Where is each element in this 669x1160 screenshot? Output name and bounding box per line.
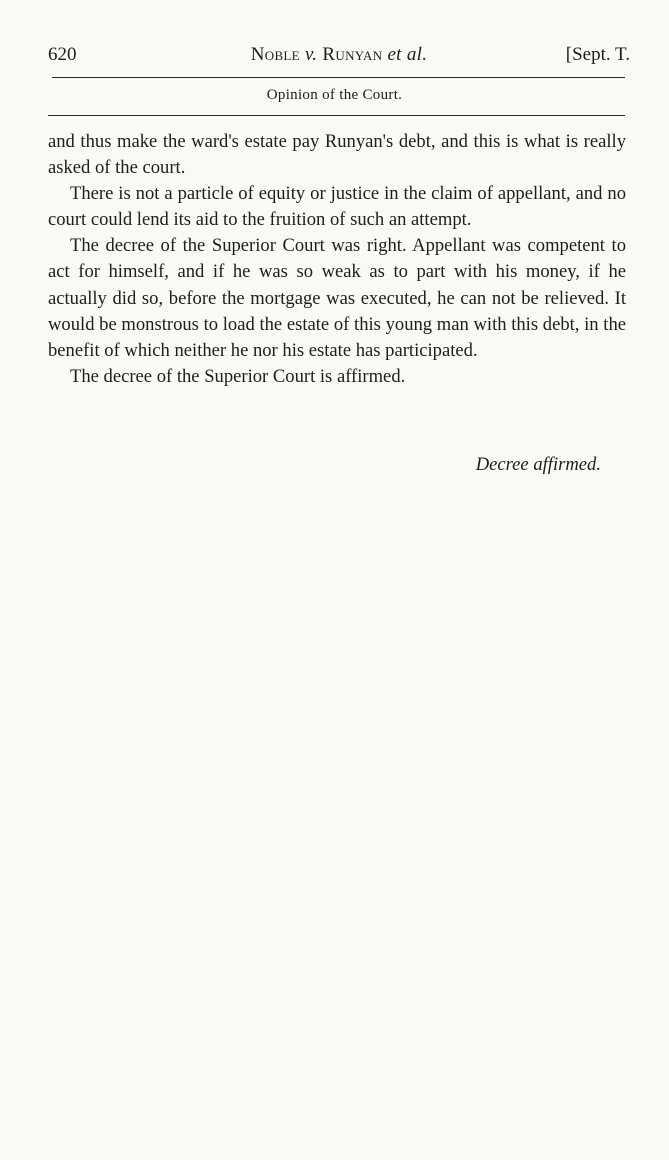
running-head [48, 44, 630, 72]
paragraph-continuation: and thus make the ward's estate pay Runyan's debt, and this is what is really asked of the court. [48, 131, 626, 179]
paragraph: The decree of the Superior Court was right. Appellant was competent to act for himself, and if he was so weak as to part with his money, if he actually did so, before the mortgage was executed, he can not be relieved. It would be monstrous to load the estate of this young man with this debt, in the benefit of which neither he nor his estate has participated. [48, 235, 626, 361]
page-number: 620 [48, 44, 77, 65]
case-title [48, 44, 630, 66]
paragraph: There is not a particle of equity or justice in the claim of appellant, and no court could lend its aid to the fruition of such an attempt. [48, 183, 626, 231]
case-party-2: Runyan [322, 44, 383, 65]
case-party-1: Noble [250, 44, 300, 65]
et-al: et al. [387, 44, 428, 65]
paragraph: The decree of the Superior Court is affirmed. [70, 365, 406, 387]
section-subheader: Opinion of the Court. [266, 87, 403, 103]
subheader-rule [48, 115, 625, 116]
decree-closing: Decree affirmed. [475, 454, 601, 475]
opinion-body [48, 129, 626, 390]
header-rule [52, 77, 625, 78]
court-term: [Sept. T. [565, 44, 630, 65]
versus-abbrev: v. [304, 44, 318, 65]
